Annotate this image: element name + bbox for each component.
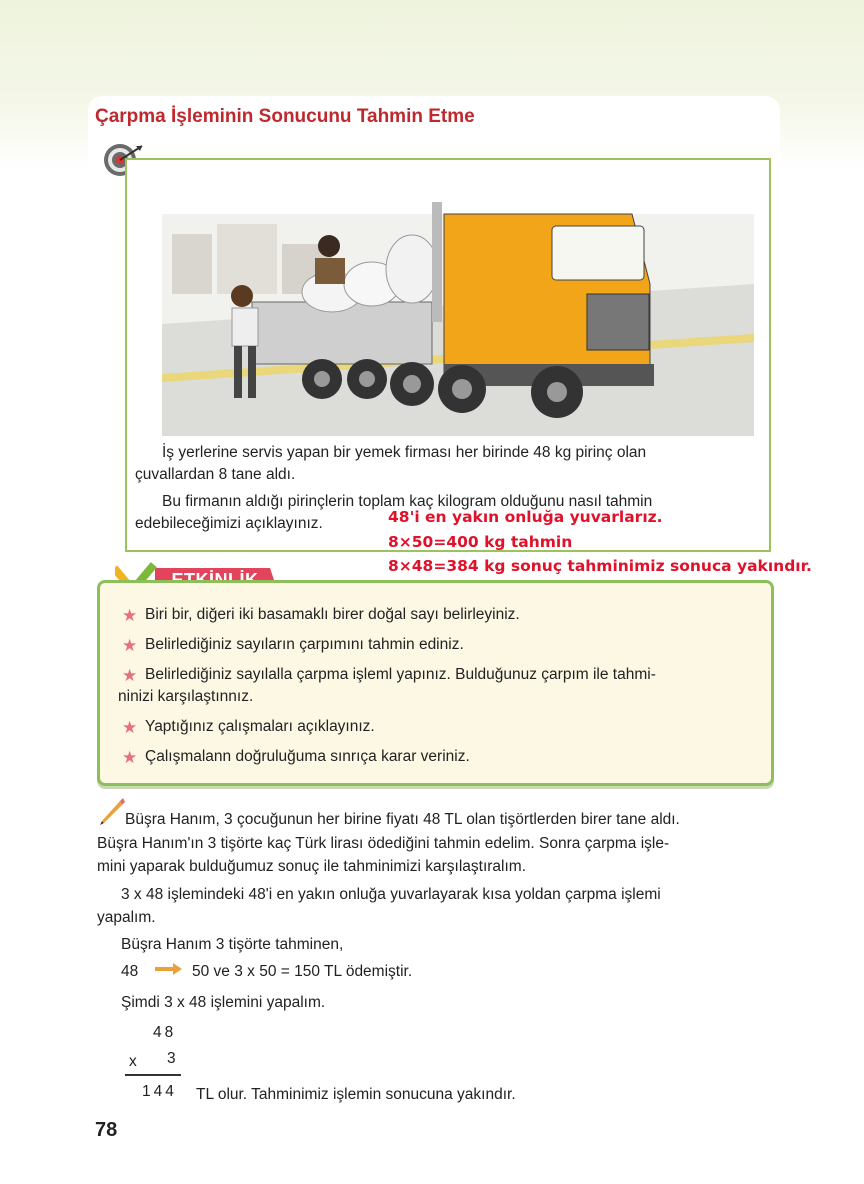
round-from-value: 48 — [121, 963, 139, 980]
mult-result: 144 — [142, 1083, 177, 1100]
activity-item — [118, 664, 758, 708]
activity-item-text: Biri bir, diğeri iki basamaklı birer doğal sayı belirleyiniz. — [145, 606, 520, 623]
mult-bottom: 3 — [167, 1050, 179, 1067]
star-icon: ★ — [122, 636, 138, 655]
truck-illustration — [162, 174, 754, 436]
mult-operator: x — [129, 1053, 140, 1070]
activity-item — [118, 716, 758, 738]
problem-line-3: Bu firmanın aldığı pirinçlerin toplam kaç kilogram olduğunu nasıl tahmin — [162, 493, 653, 510]
activity-item-text: Yaptığınız çalışmaları açıklayınız. — [145, 718, 375, 735]
star-icon: ★ — [122, 666, 138, 685]
activity-item-text: Belirlediğiniz sayıların çarpımını tahmin ediniz. — [145, 636, 464, 653]
handwritten-note-2: 8×50=400 kg tahmin — [388, 533, 573, 551]
activity-item-continuation: ninizi karşılaştınnız. — [118, 688, 254, 705]
round-rest-text: 50 ve 3 x 50 = 150 TL ödemiştir. — [192, 963, 413, 980]
handwritten-note-1: 48'i en yakın onluğa yuvarlarız. — [388, 508, 663, 526]
page-number: 78 — [95, 1119, 118, 1141]
star-icon: ★ — [122, 606, 138, 625]
arrow-icon — [153, 962, 183, 976]
handwritten-note-3: 8×48=384 kg sonuç tahminimiz sonuca yakındır. — [388, 557, 812, 575]
example-p2-line-2: yapalım. — [97, 909, 156, 926]
result-text: TL olur. Tahminimiz işlemin sonucuna yakındır. — [196, 1086, 516, 1103]
example-p1-line-3: mini yaparak bulduğumuz sonuç ile tahminimizi karşılaştıralım. — [97, 858, 526, 875]
mult-top: 48 — [153, 1024, 177, 1041]
activity-item-text: Çalışmalann doğruluğuma sınrıça karar veriniz. — [145, 748, 470, 765]
activity-item — [118, 604, 758, 626]
example-p4: Şimdi 3 x 48 işlemini yapalım. — [121, 994, 326, 1011]
activity-item — [118, 746, 758, 768]
star-icon: ★ — [122, 718, 138, 737]
problem-line-1: İş yerlerine servis yapan bir yemek firması her birinde 48 kg pirinç olan — [162, 444, 647, 461]
star-icon: ★ — [122, 748, 138, 767]
problem-line-4: edebileceğimizi açıklayınız. — [135, 515, 323, 532]
example-p2-line-1: 3 x 48 işlemindeki 48'i en yakın onluğa yuvarlayarak kısa yoldan çarpma işlemi — [121, 886, 661, 903]
example-p1-line-2: Büşra Hanım'ın 3 tişörte kaç Türk lirası ödediğini tahmin edelim. Sonra çarpma işle- — [97, 835, 670, 852]
activity-item-text: Belirlediğiniz sayılalla çarpma işleml yapınız. Bulduğunuz çarpım ile tahmi- — [145, 666, 656, 683]
activity-item — [118, 634, 758, 656]
activity-list — [118, 604, 758, 776]
example-p3: Büşra Hanım 3 tişörte tahminen, — [121, 936, 344, 953]
section-title: Çarpma İşleminin Sonucunu Tahmin Etme — [95, 106, 475, 127]
mult-divider — [125, 1074, 181, 1076]
example-p1-line-1: Büşra Hanım, 3 çocuğunun her birine fiyatı 48 TL olan tişörtlerden birer tane aldı. — [125, 811, 680, 828]
problem-line-2: çuvallardan 8 tane aldı. — [135, 466, 296, 483]
